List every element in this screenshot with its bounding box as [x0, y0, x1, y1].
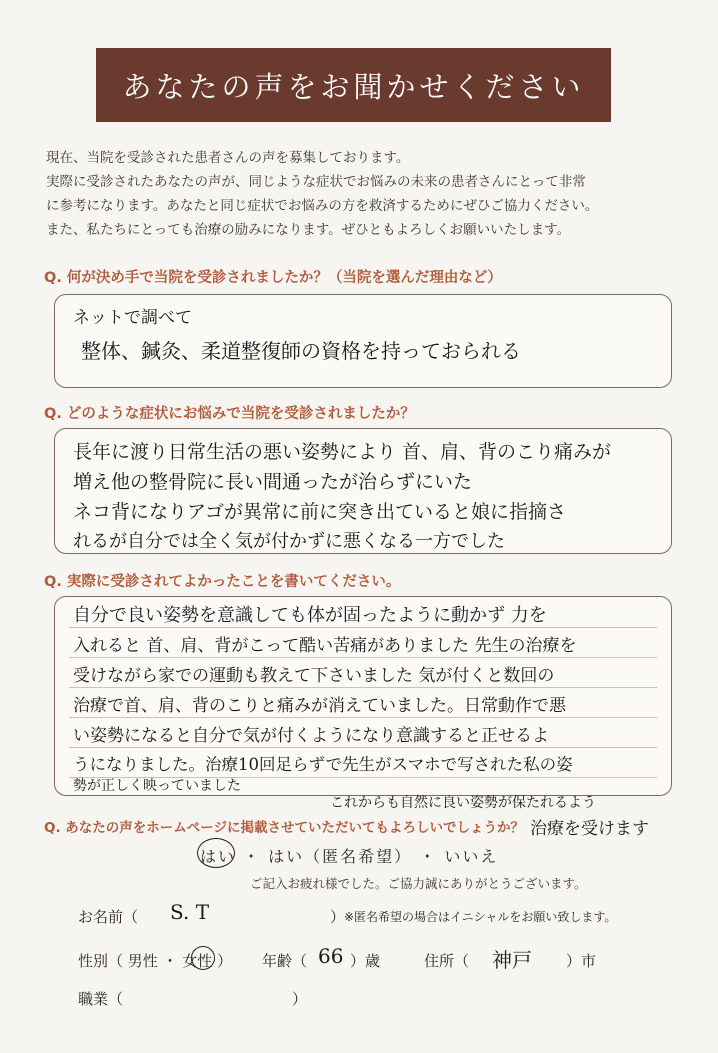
answer-line: い姿勢になると自分で気が付くようになり意識すると正せるよ	[73, 726, 549, 746]
address-value: 神戸	[492, 948, 532, 972]
intro-text	[46, 146, 676, 242]
answer-line: 治療で首、肩、背のこりと痛みが消えていました。日常動作で悪	[73, 696, 566, 716]
publish-options: はい ・ はい（匿名希望） ・ いいえ	[200, 847, 499, 866]
answer-box-3	[54, 596, 672, 796]
thanks-text: ご記入お疲れ様でした。ご協力誠にありがとうございます。	[250, 876, 587, 891]
answer-box-1	[54, 294, 672, 388]
intro-line: に参考になります。あなたと同じ症状でお悩みの方を救済するためにぜひご協力ください。	[46, 198, 599, 214]
answer-line: 勢が正しく映っていました	[73, 778, 241, 794]
answer-line: 増え他の整骨院に長い間通ったが治らずにいた	[73, 471, 473, 493]
name-label: お名前（	[78, 908, 139, 926]
answer-line: ネットで調べて	[73, 308, 192, 328]
answer-box-2	[54, 428, 672, 554]
ruled-line	[69, 657, 657, 658]
answer-line: 入れると 首、肩、背がこって酷い苦痛がありました 先生の治療を	[73, 636, 577, 656]
job-label: 職業（	[78, 990, 124, 1008]
age-label: 年齢（	[262, 952, 308, 970]
question-3-label: Q. 実際に受診されてよかったことを書いてください。	[44, 574, 401, 590]
name-value: S. T	[170, 900, 210, 924]
answer-line: 治療を受けます	[530, 819, 649, 839]
question-1-label: Q. 何が決め手で当院を受診されましたか？（当院を選んだ理由など）	[44, 270, 502, 286]
ruled-line	[69, 687, 657, 688]
gender-field: 性別（ 男性 ・ 女性 ）	[78, 952, 233, 970]
job-close: ）	[292, 990, 308, 1008]
age-suffix: ）歳	[350, 952, 381, 970]
intro-line: 現在、当院を受診された患者さんの声を募集しております。	[46, 150, 410, 166]
question-4-label: Q. あなたの声をホームページに掲載させていただいてもよろしいでしょうか？	[44, 820, 525, 836]
answer-line: 整体、鍼灸、柔道整復師の資格を持っておられる	[81, 339, 521, 363]
name-close: ）	[330, 908, 346, 926]
answer-line: れるが自分では全く気が付かずに悪くなる一方でした	[73, 531, 505, 552]
intro-line: 実際に受診されたあなたの声が、同じような症状でお悩みの未来の患者さんにとって非常	[46, 174, 586, 190]
age-value: 66	[318, 944, 344, 968]
header-banner	[96, 48, 611, 122]
answer-line: 自分で良い姿勢を意識しても体が固ったように動かず 力を	[73, 605, 547, 626]
intro-line: また、私たちにとっても治療の励みになります。ぜひともよろしくお願いいたします。	[46, 222, 571, 238]
address-label: 住所（	[424, 952, 470, 970]
address-suffix: ）市	[566, 952, 597, 970]
answer-line: ネコ背になりアゴが異常に前に突き出ていると娘に指摘さ	[73, 501, 567, 523]
answer-line: 長年に渡り日常生活の悪い姿勢により 首、肩、背のこり痛みが	[73, 441, 612, 463]
answer-line: 受けながら家での運動も教えて下さいました 気が付くと数回の	[73, 666, 555, 686]
ruled-line	[69, 627, 657, 628]
answer-line: これからも自然に良い姿勢が保たれるよう	[330, 795, 596, 811]
answer-line: うになりました。治療10回足らずで先生がスマホで写された私の姿	[73, 755, 573, 774]
question-2-label: Q. どのような症状にお悩みで当院を受診されましたか？	[44, 406, 415, 422]
gender-circle	[191, 946, 215, 970]
name-note: ※匿名希望の場合はイニシャルをお願い致します。	[344, 910, 617, 924]
ruled-line	[69, 717, 657, 718]
page-title: あなたの声をお聞かせください	[122, 69, 585, 104]
ruled-line	[69, 747, 657, 748]
